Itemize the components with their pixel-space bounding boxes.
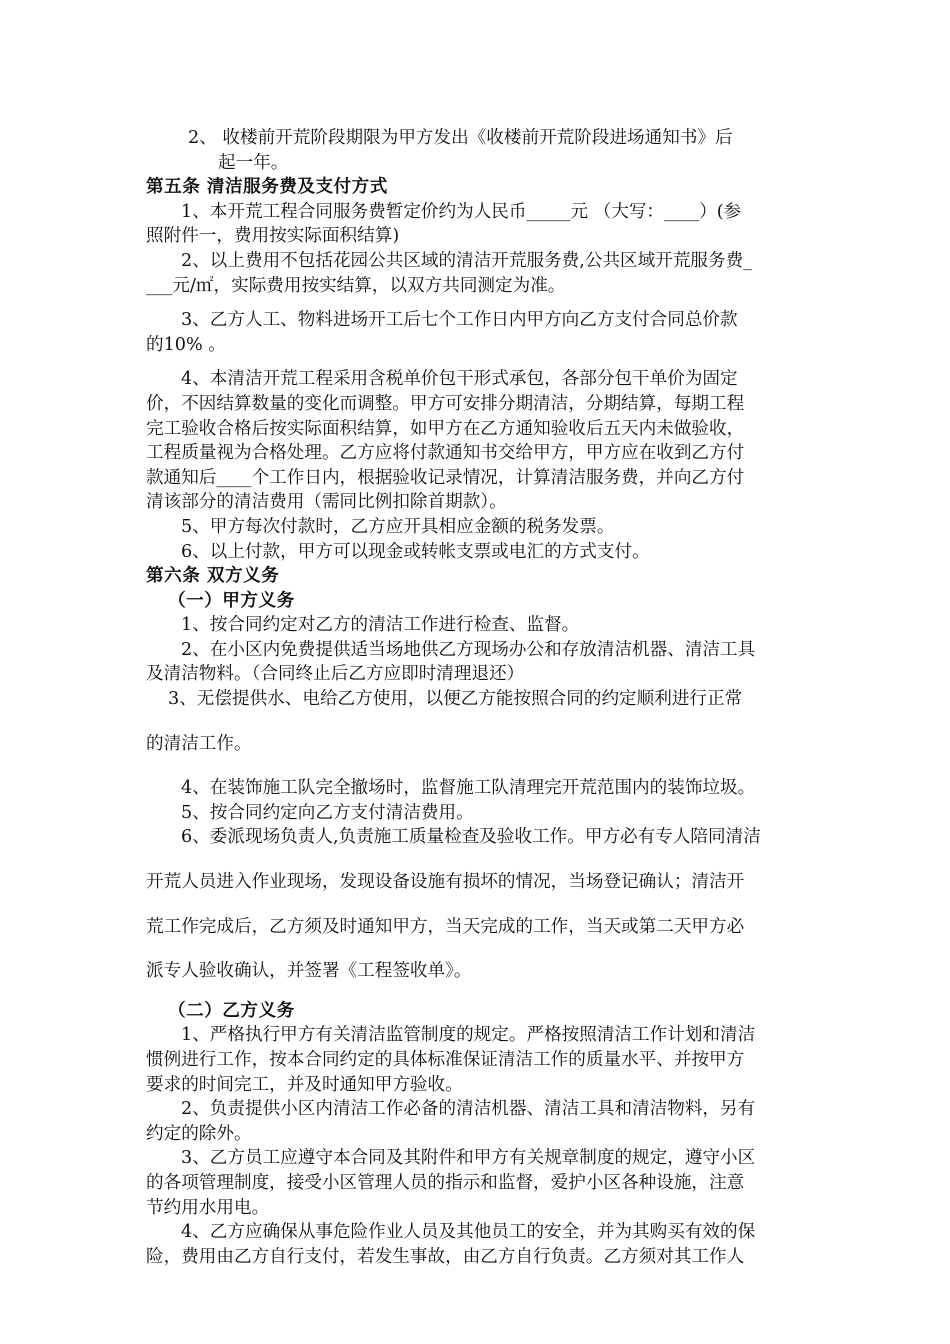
- a-duty-2-line-1: 2、在小区内免费提供适当场地供乙方现场办公和存放清洁机器、清洁工具: [181, 639, 756, 660]
- a-duty-6-line-4: 派专人验收确认，并签署《工程签收单》。: [146, 961, 472, 982]
- a-duty-3-line-1: 3、无偿提供水、电给乙方使用，以便乙方能按照合同的约定顺利进行正常: [168, 689, 743, 710]
- art5-para-2-line-1: 2、以上费用不包括花园公共区域的清洁开荒服务费,公共区域开荒服务费_: [181, 250, 752, 271]
- b-duty-1-line-2: 惯例进行工作，按本合同约定的具体标准保证清洁工作的质量水平、并按甲方: [146, 1050, 745, 1070]
- party-a-duties-heading: （一）甲方义务: [168, 590, 295, 611]
- a-duty-5: 5、按合同约定向乙方支付清洁费用。: [181, 802, 474, 823]
- b-duty-2-line-2: 约定的除外。: [146, 1123, 252, 1144]
- art5-para-4-line-6: 清该部分的清洁费用（需同比例扣除首期款）。: [146, 492, 507, 513]
- a-duty-4: 4、在装饰施工队完全撤场时，监督施工队清理完开荒范围内的装饰垃圾。: [181, 778, 756, 799]
- art5-para-4-line-2: 价，不因结算数量的变化而调整。甲方可安排分期清洁，分期结算，每期工程: [146, 393, 745, 414]
- a-duty-6-line-3: 荒工作完成后，乙方须及时通知甲方，当天完成的工作，当天或第二天甲方必: [146, 916, 745, 937]
- a-duty-6-line-2: 开荒人员进入作业现场，发现设备设施有损坏的情况，当场登记确认；清洁开: [146, 872, 745, 893]
- a-duty-3-line-2: 的清洁工作。: [146, 733, 252, 754]
- art5-para-4-line-3: 完工验收合格后按实际面积结算，如甲方在乙方通知验收后五天内未做验收，: [146, 418, 745, 439]
- b-duty-3-line-1: 3、乙方员工应遵守本合同及其附件和甲方有关规章制度的规定，遵守小区: [181, 1148, 756, 1169]
- a-duty-2-line-2: 及清洁物料。（合同终止后乙方应即时清理退还）: [146, 664, 525, 685]
- party-b-duties-heading: （二）乙方义务: [168, 1000, 295, 1021]
- art5-para-6: 6、以上付款，甲方可以现金或转帐支票或电汇的方式支付。: [181, 541, 650, 562]
- b-duty-1-line-3: 要求的时间完工，并及时通知甲方验收。: [146, 1074, 463, 1095]
- art5-para-5: 5、甲方每次付款时，乙方应开具相应金额的税务发票。: [181, 516, 615, 537]
- a-duty-1: 1、按合同约定对乙方的清洁工作进行检查、监督。: [181, 615, 580, 636]
- clause-2-line-1: 2、 收楼前开荒阶段期限为甲方发出《收楼前开荒阶段进场通知书》后: [188, 128, 733, 148]
- art5-para-4-line-1: 4、本清洁开荒工程采用含税单价包干形式承包，各部分包干单价为固定: [181, 369, 738, 390]
- clause-2-line-2: 起一年。: [218, 152, 289, 173]
- art5-para-4-line-4: 工程质量视为合格处理。乙方应将付款通知书交给甲方，甲方应在收到乙方付: [146, 443, 745, 464]
- art5-para-2-line-2: ___元/㎡，实际费用按实结算，以双方共同测定为准。: [146, 275, 566, 296]
- b-duty-2-line-1: 2、负责提供小区内清洁工作必备的清洁机器、清洁工具和清洁物料，另有: [181, 1099, 756, 1120]
- art5-para-3-line-1: 3、乙方人工、物料进场开工后七个工作日内甲方向乙方支付合同总价款: [181, 310, 738, 331]
- a-duty-6-line-1: 6、委派现场负责人,负责施工质量检查及验收工作。甲方必有专人陪同清洁: [181, 827, 761, 848]
- art5-para-1-line-2: 照附件一，费用按实际面积结算): [146, 226, 400, 247]
- b-duty-1-line-1: 1、严格执行甲方有关清洁监管制度的规定。严格按照清洁工作计划和清洁: [181, 1025, 756, 1046]
- b-duty-3-line-3: 节约用水用电。: [146, 1197, 270, 1218]
- art5-para-1-line-1: 1、本开荒工程合同服务费暂定价约为人民币_____元 （大写：____）(参: [181, 201, 742, 222]
- article-6-heading: 第六条 双方义务: [146, 566, 280, 587]
- art5-para-3-line-2: 的10% 。: [146, 334, 226, 355]
- article-5-heading: 第五条 清洁服务费及支付方式: [146, 177, 388, 198]
- art5-para-4-line-5: 款通知后____个工作日内，根据验收记录情况，计算清洁服务费，并向乙方付: [146, 467, 745, 488]
- b-duty-4-line-2: 险，费用由乙方自行支付，若发生事故，由乙方自行负责。乙方须对其工作人: [146, 1246, 745, 1267]
- b-duty-3-line-2: 的各项管理制度，接受小区管理人员的指示和监督，爱护小区各种设施，注意: [146, 1172, 745, 1193]
- document-body: [146, 126, 806, 1269]
- b-duty-4-line-1: 4、乙方应确保从事危险作业人员及其他员工的安全，并为其购买有效的保: [181, 1222, 756, 1243]
